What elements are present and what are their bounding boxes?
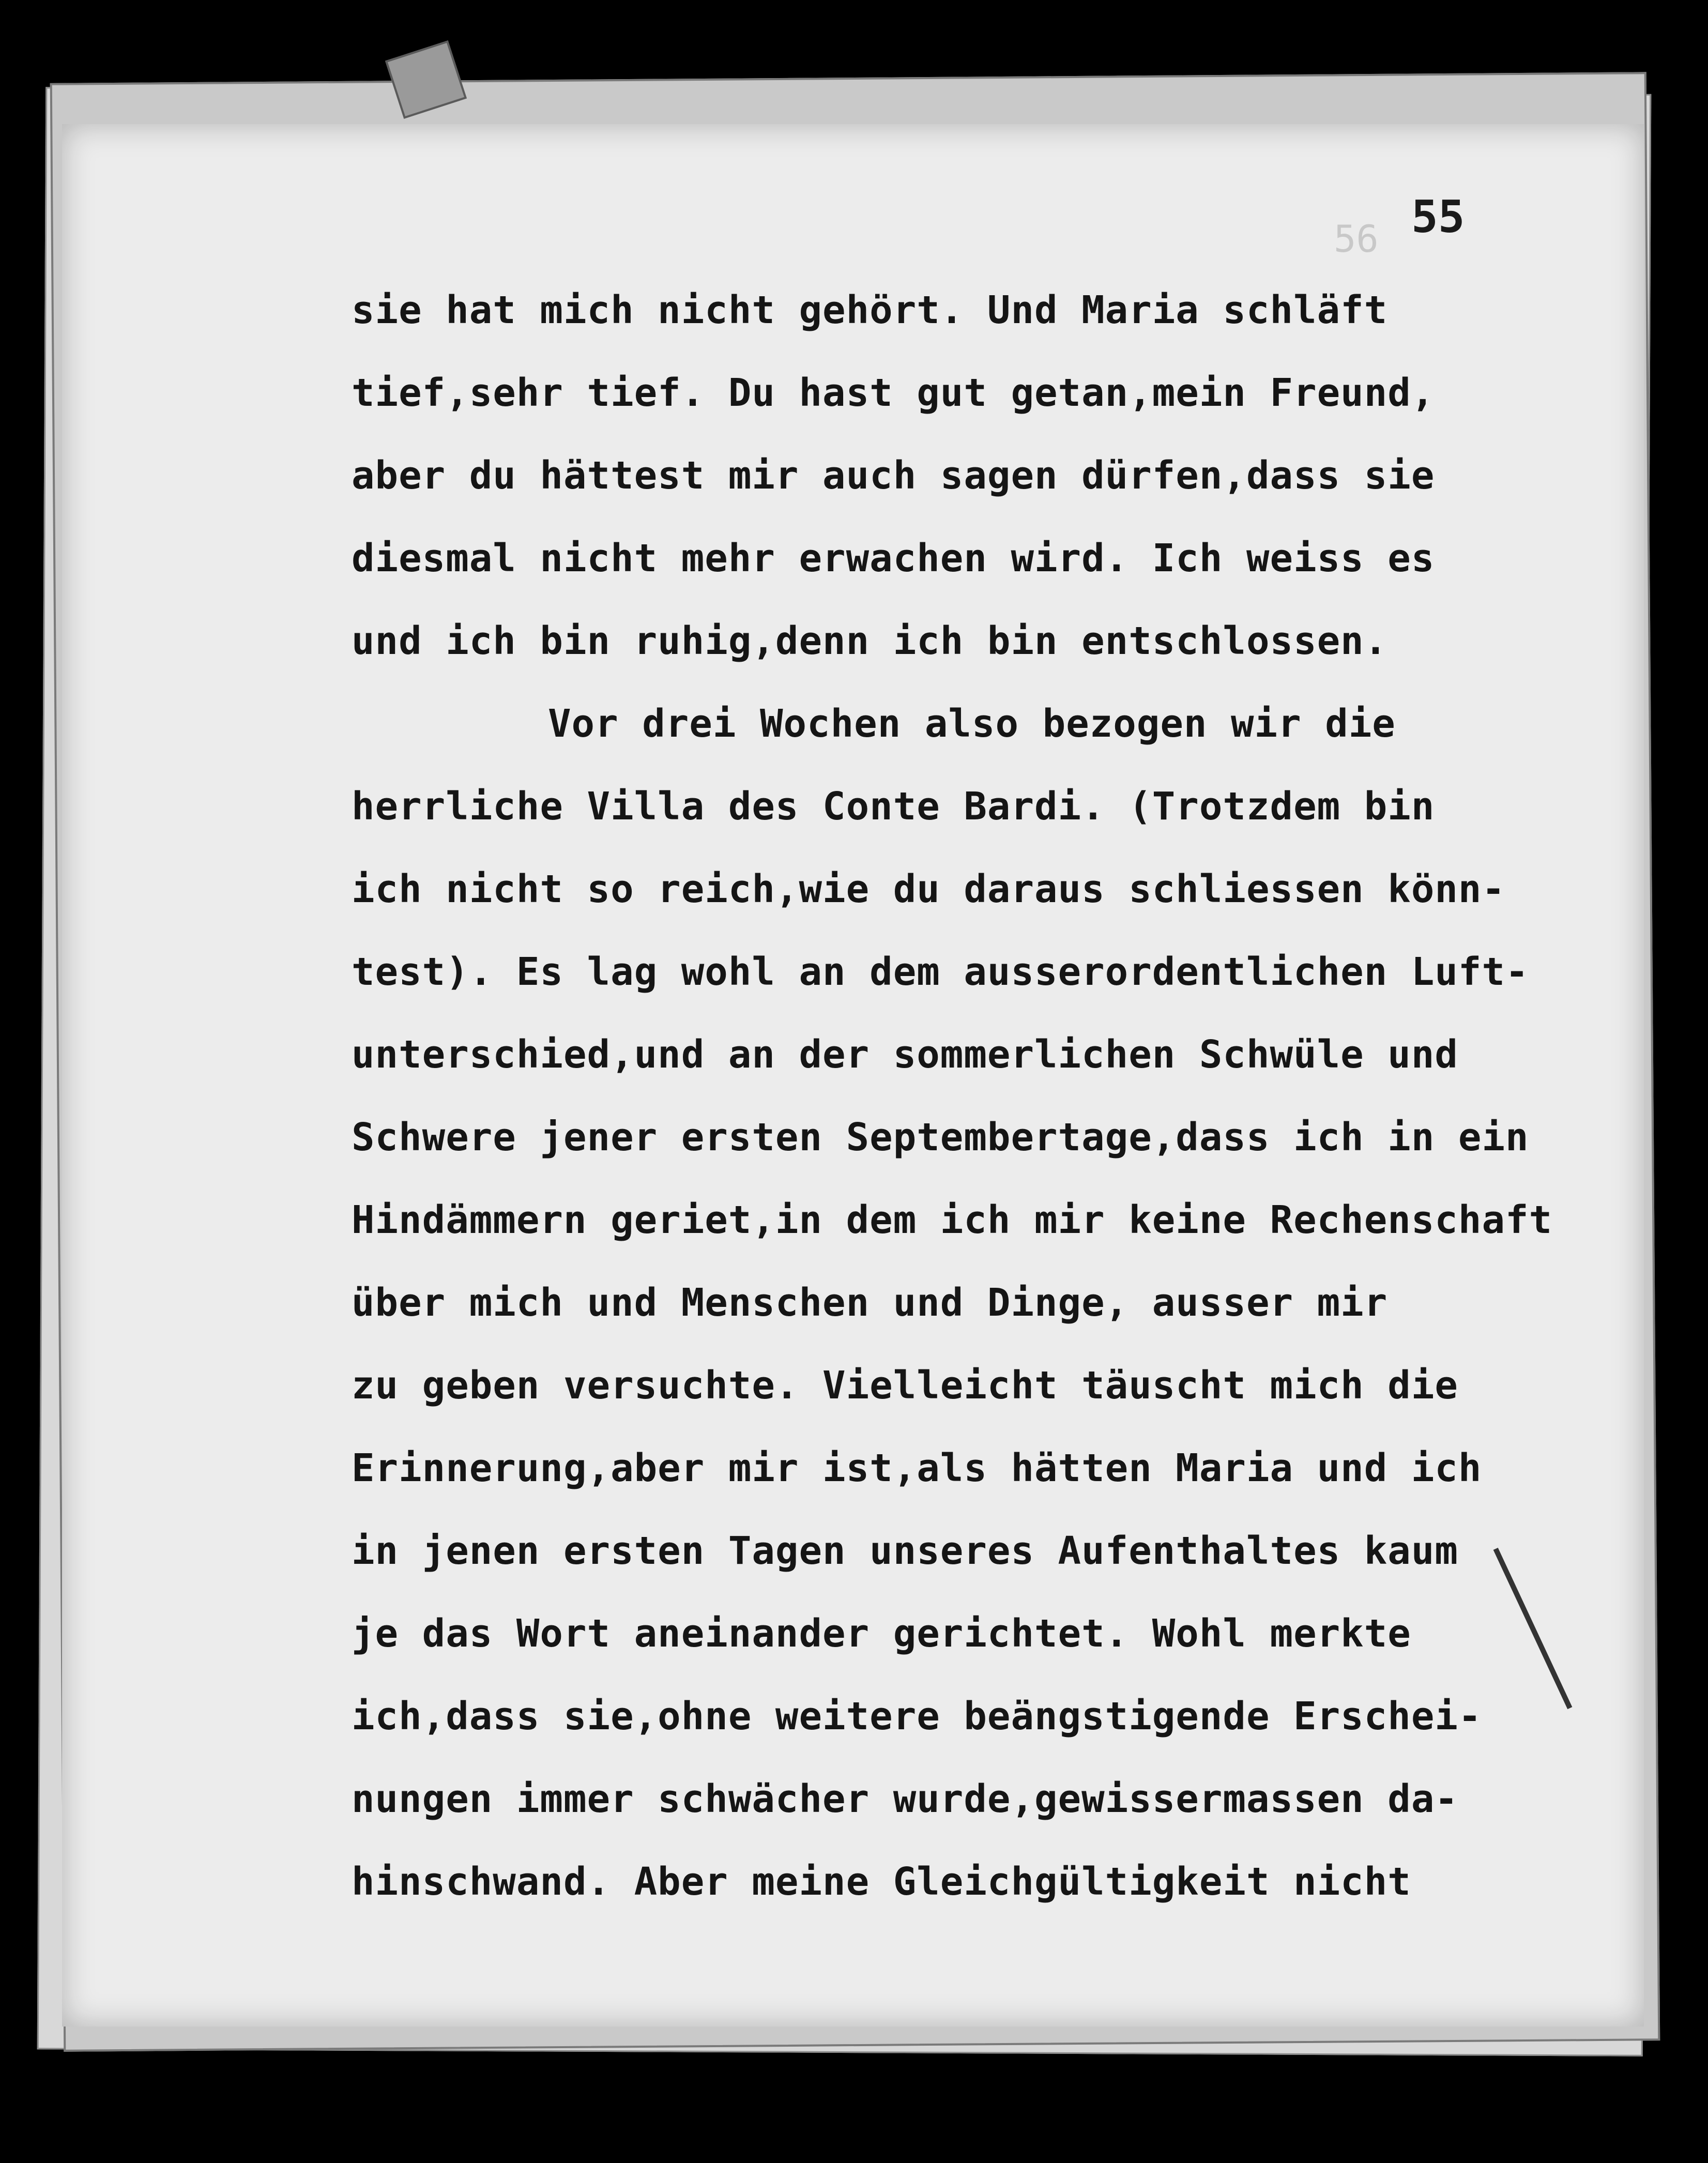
ghost-page-number: 56 bbox=[1334, 217, 1379, 261]
text-line: nungen immer schwächer wurde,gewissermassen da- bbox=[352, 1777, 1458, 1821]
text-line: aber du hättest mir auch sagen dürfen,dass sie bbox=[352, 453, 1435, 498]
text-line: und ich bin ruhig,denn ich bin entschlossen. bbox=[352, 619, 1388, 663]
text-line: Schwere jener ersten Septembertage,dass ich in ein bbox=[352, 1115, 1529, 1160]
text-line: ich,dass sie,ohne weitere beängstigende Erschei- bbox=[352, 1694, 1482, 1739]
text-line: tief,sehr tief. Du hast gut getan,mein Freund, bbox=[352, 371, 1435, 415]
text-line: Hindämmern geriet,in dem ich mir keine Rechenschaft bbox=[352, 1198, 1553, 1242]
text-line: hinschwand. Aber meine Gleichgültigkeit nicht bbox=[352, 1860, 1411, 1904]
text-line: sie hat mich nicht gehört. Und Maria schläft bbox=[352, 288, 1388, 332]
text-line: über mich und Menschen und Dinge, ausser mir bbox=[352, 1281, 1388, 1325]
text-line: diesmal nicht mehr erwachen wird. Ich weiss es bbox=[352, 536, 1435, 581]
text-line: herrliche Villa des Conte Bardi. (Trotzdem bin bbox=[352, 784, 1435, 829]
text-line: in jenen ersten Tagen unseres Aufenthaltes kaum bbox=[352, 1529, 1458, 1573]
text-line: je das Wort aneinander gerichtet. Wohl merkte bbox=[352, 1611, 1411, 1656]
text-line: Erinnerung,aber mir ist,als hätten Maria und ich bbox=[352, 1446, 1482, 1490]
text-line: unterschied,und an der sommerlichen Schwüle und bbox=[352, 1032, 1458, 1077]
page-body bbox=[352, 269, 1623, 1923]
text-line: ich nicht so reich,wie du daraus schliessen könn- bbox=[352, 867, 1506, 911]
text-line: test). Es lag wohl an dem ausserordentlichen Luft- bbox=[352, 950, 1529, 994]
text-line: Vor drei Wochen also bezogen wir die bbox=[548, 702, 1396, 746]
text-line: zu geben versuchte. Vielleicht täuscht mich die bbox=[352, 1363, 1458, 1408]
page-number: 55 bbox=[1411, 191, 1465, 243]
